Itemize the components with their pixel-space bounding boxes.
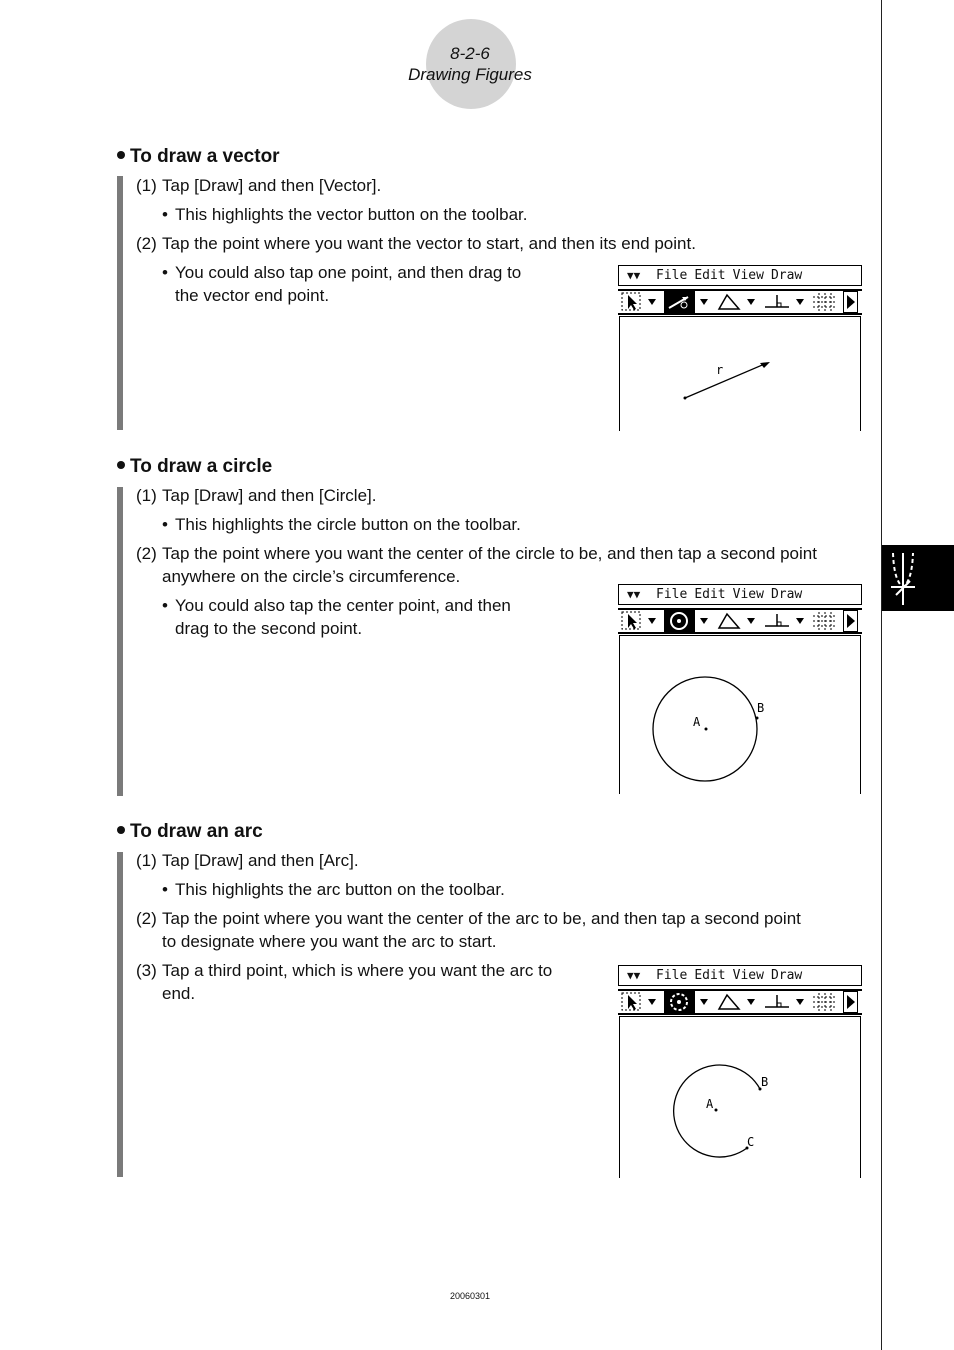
step-text: Tap [Draw] and then [Vector]. [162, 176, 382, 195]
triangle-dropdown-icon[interactable] [745, 291, 756, 313]
vector-dropdown-icon[interactable] [698, 291, 709, 313]
geometry-chapter-icon [882, 545, 954, 611]
arc-tool-icon[interactable] [664, 991, 695, 1013]
menu-chevron-icon[interactable]: ▼▼ [627, 269, 641, 282]
menu-file[interactable]: File [656, 268, 688, 283]
step-text: Tap [Draw] and then [Circle]. [162, 486, 377, 505]
menu-chevron-icon[interactable]: ▼▼ [627, 588, 641, 601]
menu-draw[interactable]: Draw [770, 268, 803, 283]
select-dropdown-icon[interactable] [646, 991, 657, 1013]
perpendicular-dropdown-icon[interactable] [794, 610, 805, 632]
heading-bullet [117, 151, 125, 159]
step-text-line-2: to designate where you want the arc to start. [162, 932, 497, 951]
select-dropdown-icon[interactable] [646, 610, 657, 632]
menu-draw[interactable]: Draw [770, 587, 803, 602]
note-text-line-2: drag to the second point. [175, 619, 363, 638]
step-text-line-1: Tap the point where you want the center of the arc to be, and then tap a second point [162, 909, 801, 928]
menu-view[interactable]: View [732, 968, 764, 983]
note-text-line-2: the vector end point. [175, 286, 330, 305]
footer-code: 20060301 [449, 1291, 491, 1301]
perpendicular-tool-icon[interactable] [763, 610, 791, 632]
note-bullet: • [162, 205, 168, 224]
step-text: Tap [Draw] and then [Arc]. [162, 851, 359, 870]
drawing-canvas[interactable] [619, 635, 861, 794]
triangle-tool-icon[interactable] [716, 291, 742, 313]
step-number: (2) [136, 909, 157, 928]
chapter-tab [882, 545, 954, 611]
step-number: (1) [136, 851, 157, 870]
menu-view[interactable]: View [732, 587, 764, 602]
vector-drawing [620, 317, 860, 431]
step-text-line-2: end. [162, 984, 196, 1003]
triangle-dropdown-icon[interactable] [745, 610, 756, 632]
step-number: (2) [136, 234, 157, 253]
toolbar [618, 608, 862, 634]
triangle-tool-icon[interactable] [716, 610, 742, 632]
note-text: This highlights the vector button on the toolbar. [175, 205, 528, 224]
note-bullet: • [162, 596, 168, 615]
note-text-line-1: You could also tap one point, and then drag to [175, 263, 522, 282]
select-tool-icon[interactable] [620, 610, 644, 632]
page-edge-rule [881, 0, 882, 1350]
toolbar [618, 289, 862, 315]
end-point-label: C [747, 1135, 755, 1149]
note-bullet: • [162, 515, 168, 534]
arc-drawing [620, 1017, 860, 1178]
triangle-tool-icon[interactable] [716, 991, 742, 1013]
step-number: (3) [136, 961, 157, 980]
menu-draw[interactable]: Draw [770, 968, 803, 983]
circle-tool-icon[interactable] [664, 610, 695, 632]
menu-view[interactable]: View [732, 268, 764, 283]
toolbar [618, 989, 862, 1015]
step-number: (1) [136, 176, 157, 195]
circle-dropdown-icon[interactable] [698, 610, 709, 632]
vector-tool-icon[interactable] [664, 291, 695, 313]
note-text: This highlights the circle button on the toolbar. [175, 515, 521, 534]
menu-bar [618, 965, 862, 986]
circle-drawing [620, 636, 860, 794]
step-text: Tap the point where you want the vector to start, and then its end point. [162, 234, 696, 253]
grid-tool-icon[interactable] [811, 610, 839, 632]
select-tool-icon[interactable] [620, 991, 644, 1013]
menu-chevron-icon[interactable]: ▼▼ [627, 969, 641, 982]
vector-label: r [716, 363, 724, 377]
center-label: A [706, 1097, 714, 1111]
step-number: (1) [136, 486, 157, 505]
select-dropdown-icon[interactable] [646, 291, 657, 313]
section-side-bar [117, 487, 123, 796]
step-text-line-2: anywhere on the circle’s circumference. [162, 567, 461, 586]
perpendicular-tool-icon[interactable] [763, 991, 791, 1013]
page-number: 8-2-6 [450, 44, 490, 63]
menu-edit[interactable]: Edit [694, 968, 726, 983]
start-point-label: B [761, 1075, 769, 1089]
menu-edit[interactable]: Edit [694, 268, 726, 283]
menu-file[interactable]: File [656, 587, 688, 602]
section-side-bar [117, 852, 123, 1177]
heading-bullet [117, 826, 125, 834]
section-heading-arc [117, 821, 263, 843]
note-text: This highlights the arc button on the toolbar. [175, 880, 505, 899]
menu-edit[interactable]: Edit [694, 587, 726, 602]
note-bullet: • [162, 263, 168, 282]
section-heading-vector [117, 146, 280, 168]
drawing-canvas[interactable] [619, 1016, 861, 1178]
step-number: (2) [136, 544, 157, 563]
arc-dropdown-icon[interactable] [698, 991, 709, 1013]
perpendicular-dropdown-icon[interactable] [794, 991, 805, 1013]
center-label: A [693, 715, 701, 729]
step-text-line-1: Tap the point where you want the center of the circle to be, and then tap a second point [162, 544, 817, 563]
perpendicular-dropdown-icon[interactable] [794, 291, 805, 313]
grid-tool-icon[interactable] [811, 991, 839, 1013]
perpendicular-tool-icon[interactable] [763, 291, 791, 313]
point-label: B [757, 701, 765, 715]
section-side-bar [117, 176, 123, 430]
step-text-line-1: Tap a third point, which is where you want the arc to [162, 961, 553, 980]
note-bullet: • [162, 880, 168, 899]
page-title: Drawing Figures [408, 65, 532, 84]
toolbar-next-icon[interactable] [843, 291, 858, 313]
drawing-canvas[interactable] [619, 316, 861, 431]
section-heading-circle [117, 456, 272, 478]
note-text-line-1: You could also tap the center point, and then [175, 596, 511, 615]
triangle-dropdown-icon[interactable] [745, 991, 756, 1013]
heading-bullet [117, 461, 125, 469]
toolbar-next-icon[interactable] [843, 991, 858, 1013]
select-tool-icon[interactable] [620, 291, 644, 313]
menu-bar [618, 265, 862, 286]
heading-text: To draw an arc [130, 821, 263, 842]
heading-text: To draw a circle [130, 456, 273, 477]
menu-file[interactable]: File [656, 968, 688, 983]
grid-tool-icon[interactable] [811, 291, 839, 313]
heading-text: To draw a vector [130, 146, 280, 167]
menu-bar [618, 584, 862, 605]
toolbar-next-icon[interactable] [843, 610, 858, 632]
header-badge [426, 19, 516, 109]
